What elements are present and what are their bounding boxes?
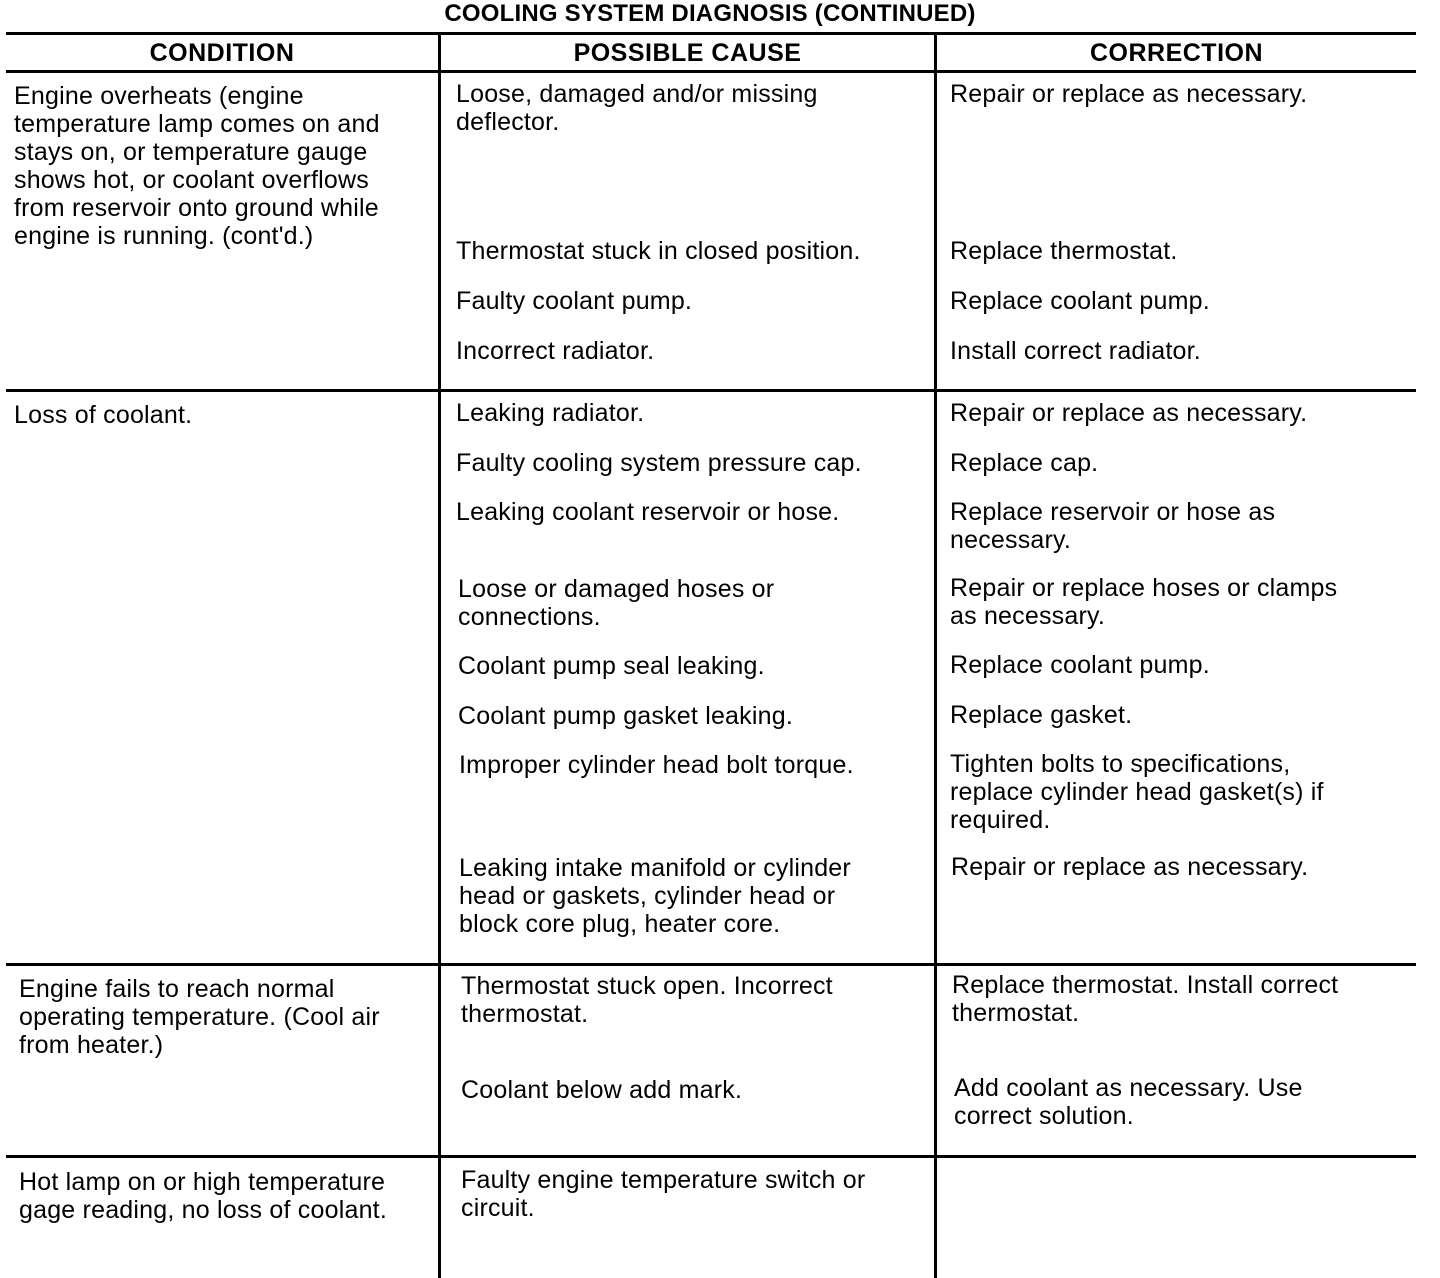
correction-cell: Replace thermostat. Install correct thermostat. [952,971,1339,1027]
correction-cell: Install correct radiator. [950,337,1201,365]
cause-cell: Leaking intake manifold or cylinder head or gaskets, cylinder head or block core plug, heater core. [459,854,851,938]
correction-cell: Repair or replace as necessary. [950,399,1308,427]
condition-cell: Loss of coolant. [14,401,193,429]
header-correction: CORRECTION [1089,39,1264,67]
cause-cell: Improper cylinder head bolt torque. [459,751,854,779]
cause-cell: Incorrect radiator. [456,337,655,365]
header-condition: CONDITION [149,39,295,67]
cause-cell: Coolant below add mark. [461,1076,743,1104]
correction-cell: Replace coolant pump. [950,651,1210,679]
row-divider [6,1155,1416,1158]
correction-cell: Tighten bolts to specifications, replace cylinder head gasket(s) if required. [950,750,1324,834]
condition-cell: Engine overheats (engine temperature lamp comes on and stays on, or temperature gauge shows hot, or coolant overflows from reservoir onto ground while engine is running. (cont'd.) [14,82,380,250]
cause-cell: Coolant pump gasket leaking. [458,702,793,730]
correction-cell: Repair or replace as necessary. [950,80,1308,108]
cause-cell: Faulty coolant pump. [456,287,693,315]
cause-cell: Loose, damaged and/or missing deflector. [456,80,818,136]
correction-cell: Repair or replace hoses or clamps as necessary. [950,574,1338,630]
header-possible-cause: POSSIBLE CAUSE [573,39,802,67]
table-top-rule [6,32,1416,35]
correction-cell: Replace cap. [950,449,1099,477]
correction-cell: Replace thermostat. [950,237,1178,265]
cause-cell: Faulty engine temperature switch or circuit. [461,1166,866,1222]
cause-cell: Thermostat stuck open. Incorrect thermostat. [461,972,833,1028]
condition-cell: Hot lamp on or high temperature gage reading, no loss of coolant. [19,1168,387,1224]
correction-cell: Replace coolant pump. [950,287,1210,315]
cause-cell: Thermostat stuck in closed position. [456,237,861,265]
correction-cell: Repair or replace as necessary. [951,853,1309,881]
row-divider [6,389,1416,392]
column-divider [934,32,937,1278]
correction-cell: Add coolant as necessary. Use correct solution. [954,1074,1303,1130]
header-bottom-rule [6,70,1416,73]
cause-cell: Coolant pump seal leaking. [458,652,765,680]
correction-cell: Replace reservoir or hose as necessary. [950,498,1276,554]
column-divider [438,32,441,1278]
cause-cell: Loose or damaged hoses or connections. [458,575,775,631]
cause-cell: Leaking radiator. [456,399,645,427]
row-divider [6,963,1416,966]
correction-cell: Replace gasket. [950,701,1133,729]
document-title: COOLING SYSTEM DIAGNOSIS (CONTINUED) [444,0,976,27]
condition-cell: Engine fails to reach normal operating temperature. (Cool air from heater.) [19,975,380,1059]
cause-cell: Faulty cooling system pressure cap. [456,449,862,477]
cause-cell: Leaking coolant reservoir or hose. [456,498,840,526]
